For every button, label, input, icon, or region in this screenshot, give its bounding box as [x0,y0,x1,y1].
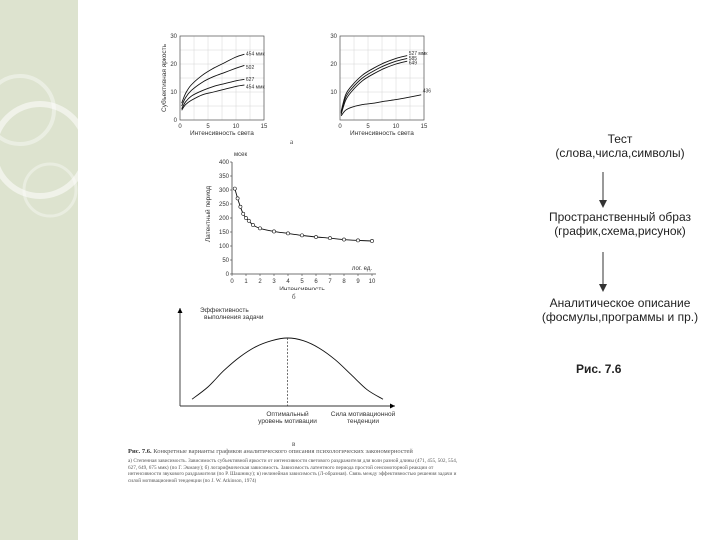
x-tick-label: 10 [392,124,400,130]
data-point [258,227,261,230]
caption-title-prefix: Рис. 7.6. [128,448,152,455]
y-tick-label: 150 [218,230,229,236]
y-tick-label: 100 [218,244,229,250]
x-tick-label: 1 [244,279,248,285]
x-tick-label: 5 [206,124,210,130]
x-tick-label: 9 [356,279,360,285]
y-tick-label: 30 [330,34,337,40]
series-line [341,58,407,113]
data-point [233,187,236,190]
x-axis-label: Интенсивность света [350,130,414,137]
series-line [182,85,245,110]
x-tick-label: 6 [314,279,318,285]
x-axis-label: Интенсивность света [190,130,254,137]
y-tick-label: 350 [218,174,229,180]
series-label: 454 ммк [245,84,265,91]
data-point [342,238,345,241]
data-point [242,212,245,215]
y-unit-label: мсек [234,152,248,158]
y-tick-label: 20 [170,62,177,68]
y-tick-label: 30 [170,34,177,40]
series-label: 585 [408,55,418,62]
data-point [247,219,250,222]
x-tick-label: 15 [420,124,428,130]
caption-title [128,448,466,456]
series-label: 527 ммк [408,51,428,58]
decorative-rings [0,0,78,540]
series-line [341,95,421,116]
x-axis-arrow [390,404,395,409]
series-label: 649 [408,60,418,67]
series-label: 502 [245,64,255,71]
y-axis-label: Латентный период [205,185,212,243]
y-tick-label: 250 [218,202,229,208]
x-tick-label: 10 [368,279,376,285]
data-point [314,235,317,238]
flow-arrow-2 [597,252,609,292]
chart-motivation [168,302,408,440]
data-point [239,205,242,208]
caption-title-text: Конкретные варианты графиков аналитического описания психологических закономерностей [153,448,413,455]
flow-box-text: Тест (слова,числа,символы) [555,132,685,160]
y-axis-label: Субъективная яркость [161,44,168,112]
data-point [356,239,359,242]
series-label: 627 [245,76,255,83]
y-tick-label: 0 [173,118,177,124]
x-tick-label: 15 [260,124,268,130]
flow-figure-label: Рис. 7.6 [576,362,622,376]
x-tick-label: 3 [272,279,276,285]
x-tick-label: 0 [178,124,182,130]
x-unit-label: лог. ед. [351,266,372,272]
optimum-label: Оптимальный уровень мотивации [258,411,317,425]
flow-box-image: Пространственный образ (график,схема,рисунок) [548,210,692,238]
flow-arrow-1 [597,172,609,208]
flow-diagram [530,120,710,390]
data-point [244,216,247,219]
y-tick-label: 300 [218,188,229,194]
y-tick-label: 200 [218,216,229,222]
panel-letter-c: в [292,440,296,448]
series-label: 454 ммк [245,51,265,58]
x-tick-label: 8 [342,279,346,285]
decorative-side-strip [0,0,78,540]
caption-body: а) Степенная зависимость. Зависимость субъективной яркости от интенсивности светового раздражителя для волн разной длины (471, 455, 502, 554, 627, 649, 675 ммк) (по Г. Экману); б) логарифмическая зависимость. Зависимость латентного периода простой сенсомоторной реакции от интенсивности звукового раздражителя (по Р. Шашнику); в) нелинейная зависимость (Л-образная). Связь между эффективностью решения задачи и силой мотивационной тенденции (по J. W. Atkinson, 1974) [128,458,458,484]
x-tick-label: 0 [338,124,342,130]
series-line [192,338,383,399]
data-point [286,232,289,235]
x-tick-label: 0 [230,279,234,285]
y-tick-label: 20 [330,62,337,68]
chart-latency [196,146,396,290]
x-tick-label: 5 [300,279,304,285]
data-point [300,234,303,237]
x-tick-label: 5 [366,124,370,130]
series-line [182,79,245,108]
series-line [235,189,372,241]
panel-letter-b: б [292,293,296,301]
x-axis-label: Сила мотивационной тенденции [330,411,396,425]
x-tick-label: 10 [232,124,240,130]
y-tick-label: 400 [218,160,229,166]
flow-box-analytic: Аналитическое описание (фосмулы,программы и пр.) [541,296,699,324]
y-axis-arrow [178,308,183,313]
figure-caption [128,448,466,484]
data-point [272,230,275,233]
y-axis-label: Эффективность выполнения задачи [200,307,264,321]
chart-brightness-left [150,28,280,140]
data-point [328,237,331,240]
data-point [251,223,254,226]
chart-brightness-right [318,28,440,140]
data-point [370,239,373,242]
series-label: 436 [422,88,432,95]
y-tick-label: 50 [222,258,229,264]
series-line [341,61,407,114]
x-tick-label: 4 [286,279,290,285]
x-tick-label: 7 [328,279,332,285]
data-point [236,197,239,200]
x-tick-label: 2 [258,279,262,285]
y-tick-label: 10 [330,90,337,96]
y-tick-label: 0 [225,272,229,278]
panel-letter-a: а [290,138,294,146]
x-axis-label: Интенсивность [279,286,325,290]
y-tick-label: 10 [170,90,177,96]
